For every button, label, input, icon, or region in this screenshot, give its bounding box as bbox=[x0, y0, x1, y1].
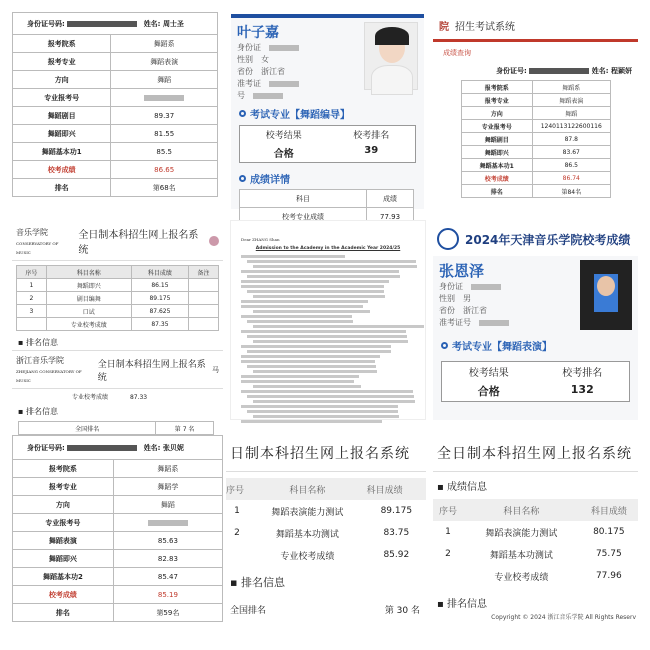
rank-section-2: ▪ 排名信息 bbox=[18, 407, 58, 416]
letter-text-line bbox=[253, 370, 377, 373]
info-field bbox=[237, 66, 364, 78]
redacted-id bbox=[67, 21, 137, 27]
row-label: 舞蹈剧目 bbox=[461, 133, 533, 146]
query-link[interactable]: 成绩查询 bbox=[443, 49, 471, 57]
row-value: 82.83 bbox=[113, 550, 222, 568]
subject-table bbox=[226, 478, 426, 566]
table-row bbox=[13, 514, 223, 532]
letter-text-line bbox=[247, 290, 384, 293]
cell-no bbox=[226, 544, 248, 566]
cell-name: 专业校考成绩 bbox=[46, 318, 131, 331]
score-card-1 bbox=[12, 12, 218, 207]
row-value: 舞蹈 bbox=[111, 71, 218, 89]
cell-no: 2 bbox=[17, 292, 47, 305]
row-label: 报考院系 bbox=[13, 460, 114, 478]
cell-no: 1 bbox=[17, 279, 47, 292]
student-name: 程颖妍 bbox=[611, 67, 632, 75]
school-logo: 音乐学院 CONSERVATORY OF MUSIC bbox=[16, 227, 59, 255]
info-field bbox=[439, 305, 580, 317]
copyright: Copyright © 2024 浙江音乐学院 All Rights Reserv bbox=[491, 614, 636, 621]
school-logo-2: 浙江音乐学院 ZHEJIANG CONSERVATORY OF MUSIC bbox=[16, 356, 82, 383]
letter-text-line bbox=[241, 255, 345, 258]
cell-score: 89.175 bbox=[131, 292, 188, 305]
row-value: 85.63 bbox=[113, 532, 222, 550]
cell-score: 85.92 bbox=[383, 550, 410, 560]
score-card-7 bbox=[12, 435, 223, 640]
letter-text-line bbox=[241, 315, 352, 318]
cell-no: 3 bbox=[17, 305, 47, 318]
redacted-id bbox=[67, 445, 137, 451]
col-name: 科目名称 bbox=[248, 478, 367, 500]
info-field bbox=[439, 317, 580, 329]
letter-text-line bbox=[241, 270, 399, 273]
row-value: 舞蹈系 bbox=[111, 35, 218, 53]
student-photo bbox=[580, 260, 632, 330]
row-label: 舞蹈剧目 bbox=[13, 107, 111, 125]
cell-name: 舞蹈基本功测试 bbox=[489, 550, 553, 561]
field-label: 性别 bbox=[237, 55, 253, 64]
row-label: 舞蹈基本功1 bbox=[461, 159, 533, 172]
letter-text-line bbox=[241, 285, 384, 288]
letter-text-line bbox=[241, 375, 359, 378]
table-row bbox=[13, 550, 223, 568]
name-label: 姓名: bbox=[143, 19, 161, 28]
avatar[interactable] bbox=[209, 236, 219, 246]
letter-heading: Admission to the Academy in the Academic Year 2024/25 bbox=[255, 246, 401, 251]
row-value: 舞蹈系 bbox=[113, 460, 222, 478]
score-card-8 bbox=[226, 435, 426, 640]
rank-value: 132 bbox=[570, 383, 594, 396]
avatar-label: 马 bbox=[212, 365, 219, 374]
table-row bbox=[13, 71, 218, 89]
col-score: 科目成绩 bbox=[131, 266, 188, 279]
cell-score: 77.96 bbox=[595, 571, 622, 581]
row-label: 报考专业 bbox=[13, 478, 114, 496]
redacted-value bbox=[144, 95, 184, 101]
table-row bbox=[226, 544, 426, 566]
redacted-id bbox=[529, 68, 589, 74]
table-row bbox=[13, 586, 223, 604]
row-value: 86.5 bbox=[533, 159, 610, 172]
cell-score: 83.75 bbox=[383, 528, 410, 538]
cell-no bbox=[433, 565, 463, 587]
redacted-value bbox=[148, 520, 188, 526]
table-row bbox=[13, 53, 218, 71]
row-label: 舞蹈基本功1 bbox=[13, 143, 111, 161]
score-section: ▪ 成绩信息 bbox=[437, 482, 487, 493]
table-row bbox=[461, 81, 610, 94]
field-label: 准考证 bbox=[237, 79, 261, 88]
score-card-3 bbox=[433, 12, 638, 207]
bullet-icon bbox=[441, 342, 448, 349]
field-value: 女 bbox=[261, 55, 269, 64]
table-row bbox=[13, 161, 218, 179]
score-card-4 bbox=[12, 222, 223, 433]
cell-name: 舞蹈即兴 bbox=[46, 279, 131, 292]
cell-score: 87.35 bbox=[131, 318, 188, 331]
col-score: 成绩 bbox=[367, 190, 414, 208]
cell-name: 剧目编舞 bbox=[46, 292, 131, 305]
table-row bbox=[461, 185, 610, 198]
table-row bbox=[13, 13, 218, 35]
row-label: 专业报考号 bbox=[461, 120, 533, 133]
bullet-icon bbox=[239, 110, 246, 117]
cell-no: 1 bbox=[445, 527, 451, 537]
table-row bbox=[13, 478, 223, 496]
table-row bbox=[13, 125, 218, 143]
letter-text-line bbox=[247, 335, 407, 338]
col-name: 科目名称 bbox=[463, 499, 580, 521]
row-label: 舞蹈即兴 bbox=[461, 146, 533, 159]
subject-name: 校考专业成绩 bbox=[240, 208, 367, 226]
letter-text-line bbox=[247, 395, 414, 398]
row-value: 86.65 bbox=[111, 161, 218, 179]
result-box bbox=[441, 361, 630, 402]
student-name: 周士圣 bbox=[162, 19, 184, 28]
cell-note bbox=[189, 292, 219, 305]
student-photo bbox=[364, 22, 418, 90]
letter-text-line bbox=[241, 390, 413, 393]
info-field bbox=[237, 90, 364, 102]
summary-row: 专业校考成绩 87.33 bbox=[72, 394, 148, 401]
row-value: 舞蹈表演 bbox=[111, 53, 218, 71]
letter-text-line bbox=[247, 350, 391, 353]
cell-note bbox=[189, 305, 219, 318]
result-header: 校考结果 bbox=[265, 131, 302, 141]
row-value: 89.37 bbox=[111, 107, 218, 125]
row-label: 报考院系 bbox=[461, 81, 533, 94]
row-value: 第84名 bbox=[533, 185, 610, 198]
system-title-2: 全日制本科招生网上报名系统 bbox=[97, 359, 206, 383]
letter-text-line bbox=[247, 410, 398, 413]
cell-score: 75.75 bbox=[595, 549, 622, 559]
cell-score: 89.175 bbox=[380, 506, 413, 516]
table-row bbox=[13, 532, 223, 550]
letter-text-line bbox=[253, 265, 417, 268]
row-label: 报考专业 bbox=[13, 53, 111, 71]
row-label: 专业报考号 bbox=[13, 514, 114, 532]
field-label: 省份 bbox=[439, 306, 455, 315]
section-title: 考试专业【舞蹈表演】 bbox=[452, 342, 552, 353]
letter-text-line bbox=[247, 260, 416, 263]
name-label: 姓名: bbox=[143, 443, 161, 452]
bullet-icon bbox=[239, 175, 246, 182]
table-row bbox=[13, 107, 218, 125]
cell-score: 86.15 bbox=[131, 279, 188, 292]
rank-section: ▪ 排名信息 bbox=[437, 599, 487, 610]
table-row bbox=[13, 143, 218, 161]
school-logo bbox=[437, 228, 459, 250]
table-row bbox=[13, 568, 223, 586]
field-value bbox=[269, 45, 299, 51]
letter-text-line bbox=[253, 310, 370, 313]
table-row bbox=[433, 543, 638, 565]
col-score: 科目成绩 bbox=[367, 478, 426, 500]
system-title: 招生考试系统 bbox=[455, 22, 515, 33]
row-value: 舞蹈表演 bbox=[533, 94, 610, 107]
row-value: 舞蹈系 bbox=[533, 81, 610, 94]
score-card-6 bbox=[433, 222, 638, 420]
field-label: 省份 bbox=[237, 67, 253, 76]
field-value: 浙江省 bbox=[261, 67, 285, 76]
field-value bbox=[471, 284, 501, 290]
row-value: 86.74 bbox=[533, 172, 610, 185]
row-label: 校考成绩 bbox=[13, 586, 114, 604]
rank-table bbox=[226, 598, 426, 620]
section-title: 考试专业【舞蹈编导】 bbox=[250, 110, 350, 121]
table-row bbox=[461, 94, 610, 107]
rank-header: 校考排名 bbox=[353, 131, 390, 141]
row-value: 87.8 bbox=[533, 133, 610, 146]
row-value: 83.67 bbox=[533, 146, 610, 159]
letter-text-line bbox=[253, 385, 361, 388]
field-value bbox=[269, 81, 299, 87]
id-label: 身份证号码: bbox=[27, 19, 65, 28]
info-field bbox=[237, 54, 364, 66]
table-row bbox=[17, 318, 219, 331]
cell-note bbox=[189, 318, 219, 331]
cell-score: 87.625 bbox=[131, 305, 188, 318]
info-field bbox=[237, 42, 364, 54]
result-value: 合格 bbox=[477, 385, 500, 398]
rank-header: 全国排名 bbox=[19, 422, 156, 435]
letter-text-line bbox=[247, 275, 400, 278]
letter-text-line bbox=[241, 360, 375, 363]
letter-text-line bbox=[241, 330, 406, 333]
row-value: 85.19 bbox=[113, 586, 222, 604]
table-row bbox=[461, 107, 610, 120]
cell-name: 舞蹈表演能力测试 bbox=[271, 507, 344, 518]
section-major bbox=[231, 106, 424, 121]
row-label: 专业报考号 bbox=[13, 89, 111, 107]
letter-text-line bbox=[253, 295, 385, 298]
score-card-9 bbox=[433, 435, 638, 640]
table-row bbox=[17, 292, 219, 305]
table-row bbox=[433, 565, 638, 587]
cell-name: 舞蹈表演能力测试 bbox=[485, 528, 558, 539]
row-label: 排名 bbox=[13, 604, 114, 622]
field-label: 身份证 bbox=[439, 282, 463, 291]
info-field bbox=[439, 281, 580, 293]
result-header: 校考结果 bbox=[468, 368, 509, 379]
col-no: 序号 bbox=[433, 499, 463, 521]
score-table bbox=[461, 80, 611, 198]
row-label: 舞蹈即兴 bbox=[13, 550, 114, 568]
letter-text-line bbox=[247, 365, 376, 368]
field-label: 身份证 bbox=[237, 43, 261, 52]
admission-letter: Dear ZHANG Shan Admission to the Academy in the Academic Year 2024/25 bbox=[230, 220, 426, 420]
row-label: 排名 bbox=[13, 179, 111, 197]
logo-icon: 院 bbox=[439, 22, 449, 33]
letter-text-line bbox=[241, 355, 380, 358]
row-value bbox=[111, 89, 218, 107]
letter-text-line bbox=[241, 345, 391, 348]
subject-table bbox=[16, 265, 219, 331]
row-label: 舞蹈即兴 bbox=[13, 125, 111, 143]
subject-table bbox=[433, 499, 638, 587]
field-label: 性别 bbox=[439, 294, 455, 303]
system-title: 日制本科招生网上报名系统 bbox=[226, 435, 426, 472]
id-label: 身份证号: bbox=[496, 67, 527, 75]
row-value: 第68名 bbox=[111, 179, 218, 197]
table-row bbox=[17, 279, 219, 292]
cell-name: 专业校考成绩 bbox=[280, 551, 335, 562]
letter-text-line bbox=[241, 280, 389, 283]
row-label: 方向 bbox=[461, 107, 533, 120]
field-value: 浙江省 bbox=[463, 306, 487, 315]
field-value bbox=[479, 320, 509, 326]
table-row bbox=[17, 305, 219, 318]
cell-name: 舞蹈基本功测试 bbox=[275, 529, 339, 540]
table-row bbox=[461, 120, 610, 133]
subject-score: 77.93 bbox=[367, 208, 414, 226]
page-title: 2024年天津音乐学院校考成绩 bbox=[465, 232, 631, 247]
col-name: 科目名称 bbox=[46, 266, 131, 279]
field-value: 男 bbox=[463, 294, 471, 303]
row-value: 85.5 bbox=[111, 143, 218, 161]
id-label: 身份证号码: bbox=[27, 443, 65, 452]
cell-note bbox=[189, 279, 219, 292]
header bbox=[433, 12, 638, 39]
cell-no: 2 bbox=[445, 549, 451, 559]
table-row bbox=[13, 89, 218, 107]
letter-text-line bbox=[247, 320, 353, 323]
letter-text-line bbox=[241, 405, 398, 408]
table-row bbox=[13, 604, 223, 622]
section-detail bbox=[231, 167, 424, 186]
info-field bbox=[439, 293, 580, 305]
row-label: 校考成绩 bbox=[461, 172, 533, 185]
field-label: 准考证号 bbox=[439, 318, 471, 327]
col-no: 序号 bbox=[226, 478, 248, 500]
section-title: 成绩详情 bbox=[250, 175, 290, 186]
row-label: 舞蹈基本功2 bbox=[13, 568, 114, 586]
cell-name: 口试 bbox=[46, 305, 131, 318]
row-value: 舞蹈 bbox=[113, 496, 222, 514]
table-row bbox=[433, 521, 638, 543]
name-label: 姓名: bbox=[591, 67, 609, 75]
row-label: 方向 bbox=[13, 496, 114, 514]
table-row bbox=[461, 172, 610, 185]
result-box bbox=[239, 125, 416, 163]
row-value: 85.47 bbox=[113, 568, 222, 586]
row-label: 校考成绩 bbox=[13, 161, 111, 179]
col-subject: 科目 bbox=[240, 190, 367, 208]
table-row bbox=[226, 522, 426, 544]
table-row bbox=[13, 179, 218, 197]
section-major bbox=[433, 334, 638, 357]
letter-text-line bbox=[241, 420, 382, 423]
letter-text-line bbox=[253, 325, 424, 328]
score-table bbox=[12, 12, 218, 197]
cell-no bbox=[17, 318, 47, 331]
rank-section: ▪ 排名信息 bbox=[18, 338, 58, 347]
cell-no: 2 bbox=[234, 528, 240, 538]
row-value: 第59名 bbox=[113, 604, 222, 622]
table-row bbox=[461, 146, 610, 159]
system-title: 全日制本科招生网上报名系统 bbox=[433, 435, 638, 472]
table-row bbox=[13, 35, 218, 53]
row-label: 舞蹈表演 bbox=[13, 532, 114, 550]
letter-text-line bbox=[253, 340, 408, 343]
row-value: 舞蹈学 bbox=[113, 478, 222, 496]
rank-section: ▪ 排名信息 bbox=[230, 576, 285, 589]
rank-value: 第 30 名 bbox=[384, 605, 420, 616]
letter-text-line bbox=[253, 400, 415, 403]
row-label: 方向 bbox=[13, 71, 111, 89]
cell-no: 1 bbox=[234, 506, 240, 516]
rank-value: 第 7 名 bbox=[156, 422, 214, 435]
student-name: 叶子嘉 bbox=[237, 25, 279, 41]
table-row bbox=[461, 133, 610, 146]
system-title: 全日制本科招生网上报名系统 bbox=[78, 230, 199, 256]
letter-text-line bbox=[241, 380, 354, 383]
row-label: 报考院系 bbox=[13, 35, 111, 53]
table-row bbox=[13, 496, 223, 514]
result-value: 合格 bbox=[273, 149, 294, 160]
row-value: 1240113122600116 bbox=[533, 120, 610, 133]
col-score: 科目成绩 bbox=[580, 499, 638, 521]
info-field bbox=[237, 78, 364, 90]
field-value bbox=[253, 93, 283, 99]
row-value bbox=[113, 514, 222, 532]
cell-score: 80.175 bbox=[593, 527, 625, 537]
table-row bbox=[13, 460, 223, 478]
rank-header: 全国排名 bbox=[230, 605, 267, 616]
field-label: 号 bbox=[237, 91, 245, 100]
row-value: 舞蹈 bbox=[533, 107, 610, 120]
table-row bbox=[226, 500, 426, 522]
row-label: 报考专业 bbox=[461, 94, 533, 107]
cell-name: 专业校考成绩 bbox=[494, 572, 549, 583]
student-name: 张贝妮 bbox=[162, 443, 184, 452]
score-table bbox=[12, 435, 223, 622]
rank-value: 39 bbox=[364, 145, 379, 156]
letter-text-line bbox=[253, 415, 399, 418]
score-card-2 bbox=[231, 14, 424, 221]
letter-text-line bbox=[241, 305, 363, 308]
rank-header: 校考排名 bbox=[562, 368, 603, 379]
letter-text-line bbox=[241, 300, 368, 303]
col-note: 备注 bbox=[189, 266, 219, 279]
table-row bbox=[461, 159, 610, 172]
row-value: 81.55 bbox=[111, 125, 218, 143]
student-name: 张恩泽 bbox=[439, 262, 485, 280]
row-label: 排名 bbox=[461, 185, 533, 198]
col-no: 序号 bbox=[17, 266, 47, 279]
